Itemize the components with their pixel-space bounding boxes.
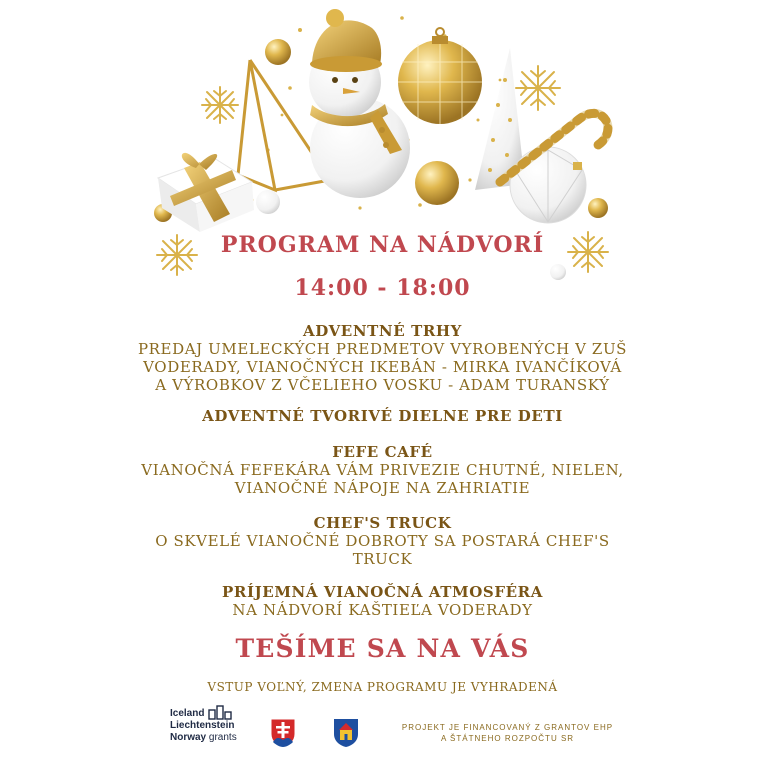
white-ornament-icon [510, 147, 586, 223]
section-workshops [0, 407, 765, 425]
section-line: VIANOČNÉ NÁPOJE NA ZAHRIATIE [234, 479, 531, 497]
section-title: FEFE CAFÉ [332, 443, 433, 461]
section-title: ADVENTNÉ TVORIVÉ DIELNE PRE DETI [202, 407, 563, 425]
section-fefe-cafe [0, 443, 765, 497]
eea-symbol-icon [208, 704, 234, 720]
section-line: A VÝROBKOV Z VČELIEHO VOSKU - ADAM TURANSKÝ [155, 376, 610, 394]
program-title: PROGRAM NA NÁDVORÍ [220, 232, 545, 258]
entry-note: VSTUP VOĽNÝ, ZMENA PROGRAMU JE VYHRADENÁ [207, 680, 558, 694]
gold-ball-icon [415, 161, 459, 205]
section-atmosphere [0, 583, 765, 619]
closing-message: TEŠÍME SA NA VÁS [235, 634, 530, 663]
eea-logo-line: Liechtenstein [170, 720, 235, 731]
section-line: NA NÁDVORÍ KAŠTIEĽA VODERADY [232, 601, 533, 619]
section-title: PRÍJEMNÁ VIANOČNÁ ATMOSFÉRA [222, 583, 543, 601]
gold-ball-icon [265, 39, 291, 65]
program-time: 14:00 - 18:00 [294, 275, 471, 301]
snowman-icon [309, 9, 410, 198]
funding-line: PROJEKT JE FINANCOVANÝ Z GRANTOV EHP [401, 723, 614, 732]
white-ball-icon [256, 190, 280, 214]
section-title: CHEF'S TRUCK [313, 514, 452, 532]
section-line: PREDAJ UMELECKÝCH PREDMETOV VYROBENÝCH V ZUŠ [137, 340, 628, 358]
gold-disco-ball-icon [398, 28, 482, 124]
section-title: ADVENTNÉ TRHY [302, 322, 462, 340]
section-line: VODERADY, VIANOČNÝCH IKEBÁN - MIRKA IVANČÍKOVÁ [143, 358, 622, 376]
section-line: VIANOČNÁ FEFEKÁRA VÁM PRIVEZIE CHUTNÉ, NIELEN, [141, 461, 624, 479]
eea-logo-line: Iceland [170, 708, 205, 719]
municipal-coat-of-arms-icon [333, 718, 359, 748]
eea-logo-line: Norway grants [170, 732, 237, 743]
section-line: TRUCK [352, 550, 413, 568]
gold-ball-icon [588, 198, 608, 218]
funding-line: A ŠTÁTNEHO ROZPOČTU SR [440, 734, 575, 743]
section-advent-market [0, 322, 765, 394]
section-chefs-truck [0, 514, 765, 568]
section-line: O SKVELÉ VIANOČNÉ DOBROTY SA POSTARÁ CHEF'S [155, 532, 610, 550]
slovak-coat-of-arms-icon [270, 718, 296, 748]
funding-note [380, 722, 635, 744]
